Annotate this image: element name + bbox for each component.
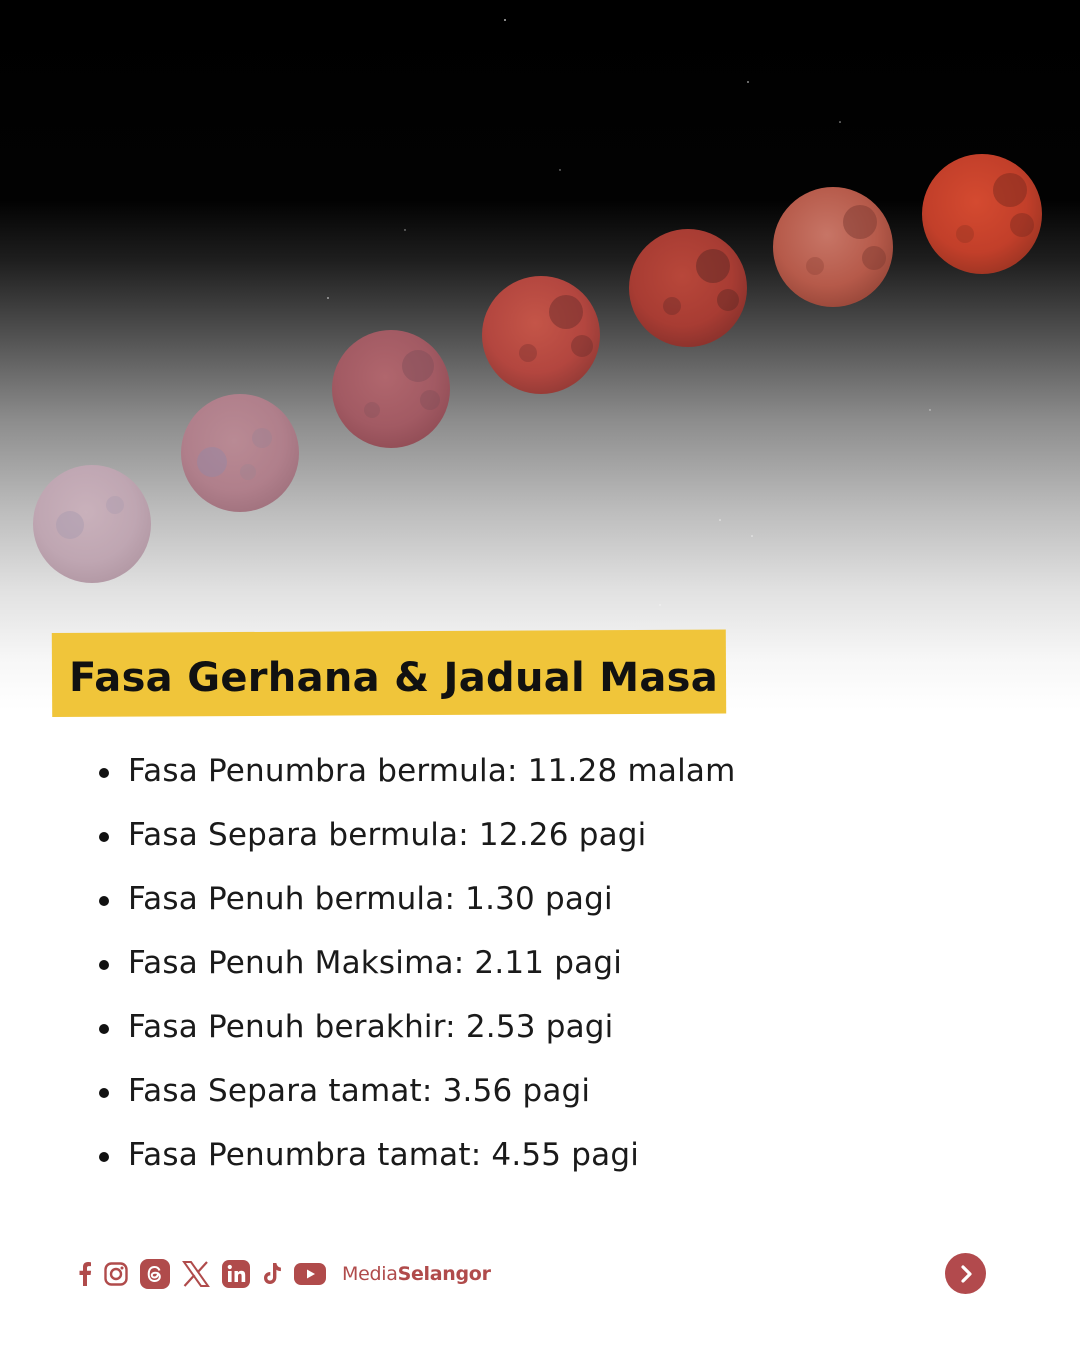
- threads-icon[interactable]: [140, 1259, 170, 1289]
- phase-text: Fasa Penuh Maksima: 2.11 pagi: [128, 945, 623, 981]
- stars: [327, 19, 931, 606]
- phase-text: Fasa Penuh bermula: 1.30 pagi: [128, 881, 613, 917]
- phase-text: Fasa Separa tamat: 3.56 pagi: [128, 1073, 591, 1109]
- bullet-icon: [99, 960, 109, 970]
- linkedin-icon[interactable]: [222, 1260, 250, 1288]
- phase-text: Fasa Separa bermula: 12.26 pagi: [128, 817, 647, 853]
- moon-7: [922, 154, 1042, 274]
- facebook-icon[interactable]: [78, 1262, 92, 1286]
- bullet-icon: [99, 768, 109, 778]
- bullet-icon: [99, 832, 109, 842]
- phase-text: Fasa Penuh berakhir: 2.53 pagi: [128, 1009, 614, 1045]
- moon-5: [629, 229, 747, 347]
- brand-logo: [342, 1263, 491, 1285]
- tiktok-icon[interactable]: [262, 1262, 282, 1286]
- bullet-icon: [99, 1024, 109, 1034]
- chevron-right-icon: [957, 1264, 975, 1284]
- bullet-icon: [99, 896, 109, 906]
- instagram-icon[interactable]: [104, 1262, 128, 1286]
- phase-text: Fasa Penumbra bermula: 11.28 malam: [128, 753, 736, 789]
- moon-2: [181, 394, 299, 512]
- social-links: [78, 1256, 491, 1292]
- moon-3: [332, 330, 450, 448]
- bullet-icon: [99, 1152, 109, 1162]
- page-title: Fasa Gerhana & Jadual Masa: [69, 655, 719, 701]
- bullet-icon: [99, 1088, 109, 1098]
- x-icon[interactable]: [182, 1261, 210, 1287]
- moon-1: [33, 465, 151, 583]
- phase-text: Fasa Penumbra tamat: 4.55 pagi: [128, 1137, 640, 1173]
- moon-4: [482, 276, 600, 394]
- youtube-icon[interactable]: [294, 1262, 326, 1286]
- moon-6: [773, 187, 893, 307]
- brand-regular: Media: [342, 1263, 398, 1285]
- brand-bold: Selangor: [397, 1263, 491, 1285]
- next-button[interactable]: [945, 1253, 986, 1294]
